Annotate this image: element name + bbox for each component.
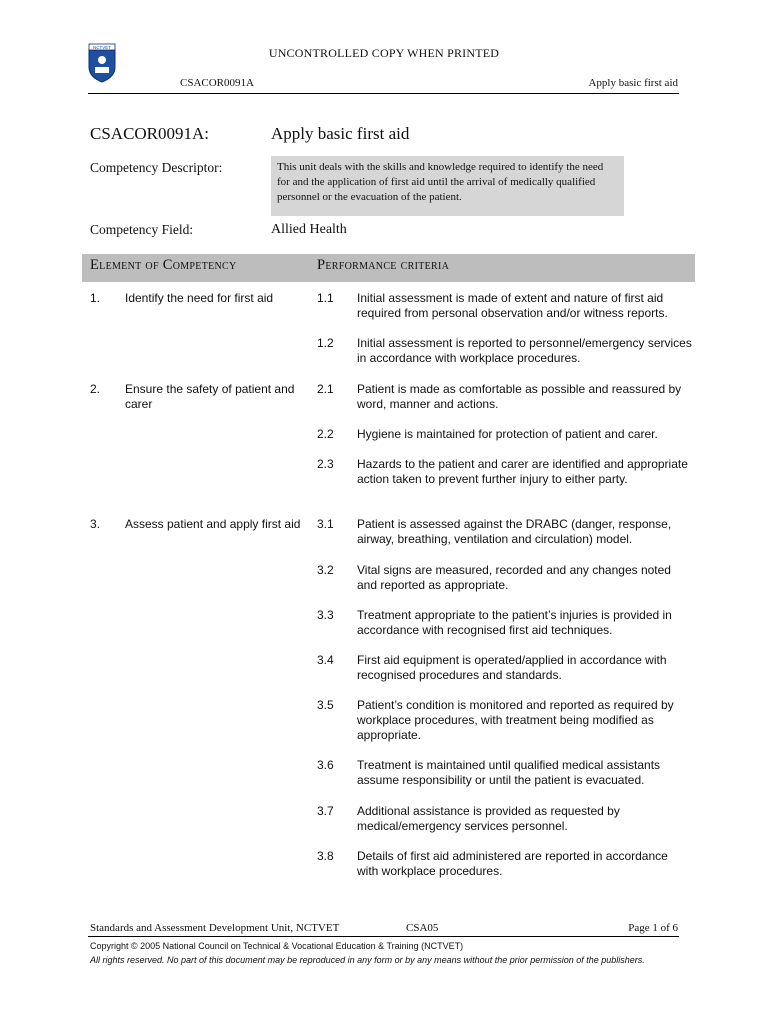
unit-code: CSACOR0091A: <box>90 124 210 143</box>
element-number: 1. <box>90 291 101 305</box>
criterion-number: 3.8 <box>317 849 334 863</box>
criterion-number: 2.2 <box>317 427 334 441</box>
competency-table-header <box>82 254 695 282</box>
element-of-competency-header: Element of Competency <box>90 257 237 273</box>
criterion-number: 3.1 <box>317 517 334 531</box>
criterion-text: Initial assessment is reported to personnel/emergency services in accordance with workplace procedures. <box>357 336 692 365</box>
criterion-text: Additional assistance is provided as requested by medical/emergency services personnel. <box>357 804 620 833</box>
unit-title: Apply basic first aid <box>271 124 410 143</box>
footer-organisation: Standards and Assessment Development Unit, NCTVET <box>90 922 340 934</box>
criterion-text: Patient’s condition is monitored and reported as required by workplace procedures, with treatment being modified as appropriate. <box>357 698 674 742</box>
competency-field-value: Allied Health <box>271 222 347 237</box>
footer-page-number: Page 1 of 6 <box>628 922 678 934</box>
header-rule <box>88 93 679 94</box>
element-text: Ensure the safety of patient and carer <box>125 382 295 411</box>
element-number: 2. <box>90 382 101 396</box>
competency-field-label: Competency Field: <box>90 222 194 237</box>
criterion-text: Patient is made as comfortable as possible and reassured by word, manner and actions. <box>357 382 682 411</box>
criterion-number: 1.1 <box>317 291 334 305</box>
criterion-text: Treatment is maintained until qualified medical assistants assume responsibility or until the patient is evacuated. <box>357 758 661 787</box>
criterion-number: 3.2 <box>317 563 334 577</box>
criterion-number: 3.5 <box>317 698 334 712</box>
element-number: 3. <box>90 517 101 531</box>
criterion-number: 3.3 <box>317 608 334 622</box>
criterion-text: Initial assessment is made of extent and nature of first aid required from personal observation and/or witness reports. <box>357 291 668 320</box>
criterion-number: 3.6 <box>317 758 334 772</box>
performance-criteria-header: Performance criteria <box>317 257 450 273</box>
competency-descriptor-text: This unit deals with the skills and knowledge required to identify the need for and the application of first aid until the arrival of medically qualified personnel or the evacuation of the patient. <box>271 156 624 216</box>
element-text: Assess patient and apply first aid <box>125 517 301 531</box>
criterion-text: Treatment appropriate to the patient’s injuries is provided in accordance with recognised first aid techniques. <box>357 608 672 637</box>
criterion-number: 2.1 <box>317 382 334 396</box>
criterion-text: Details of first aid administered are reported in accordance with workplace procedures. <box>357 849 668 878</box>
criterion-number: 3.4 <box>317 653 334 667</box>
criterion-text: First aid equipment is operated/applied in accordance with recognised procedures and standards. <box>357 653 667 682</box>
criterion-number: 3.7 <box>317 804 334 818</box>
header-unit-title: Apply basic first aid <box>588 77 678 89</box>
criterion-number: 1.2 <box>317 336 334 350</box>
criterion-number: 2.3 <box>317 457 334 471</box>
logo-text: NCTVET <box>93 45 111 50</box>
footer-document-code: CSA05 <box>406 922 439 934</box>
uncontrolled-copy-banner: UNCONTROLLED COPY WHEN PRINTED <box>268 46 500 60</box>
criterion-text: Hygiene is maintained for protection of patient and carer. <box>357 427 658 441</box>
criterion-text: Patient is assessed against the DRABC (danger, response, airway, breathing, ventilation and circulation) model. <box>357 517 672 546</box>
rights-notice: All rights reserved. No part of this document may be reproduced in any form or by any means without the prior permission of the publishers. <box>90 955 645 965</box>
criterion-text: Vital signs are measured, recorded and any changes noted and reported as appropriate. <box>357 563 671 592</box>
criterion-text: Hazards to the patient and carer are identified and appropriate action taken to prevent further injury to either party. <box>357 457 688 486</box>
competency-descriptor-label: Competency Descriptor: <box>90 160 223 175</box>
element-text: Identify the need for first aid <box>125 291 274 305</box>
footer-rule <box>88 936 679 937</box>
header-unit-code: CSACOR0091A <box>180 77 254 89</box>
copyright-notice: Copyright © 2005 National Council on Technical & Vocational Education & Training (NCTVET) <box>90 941 464 951</box>
